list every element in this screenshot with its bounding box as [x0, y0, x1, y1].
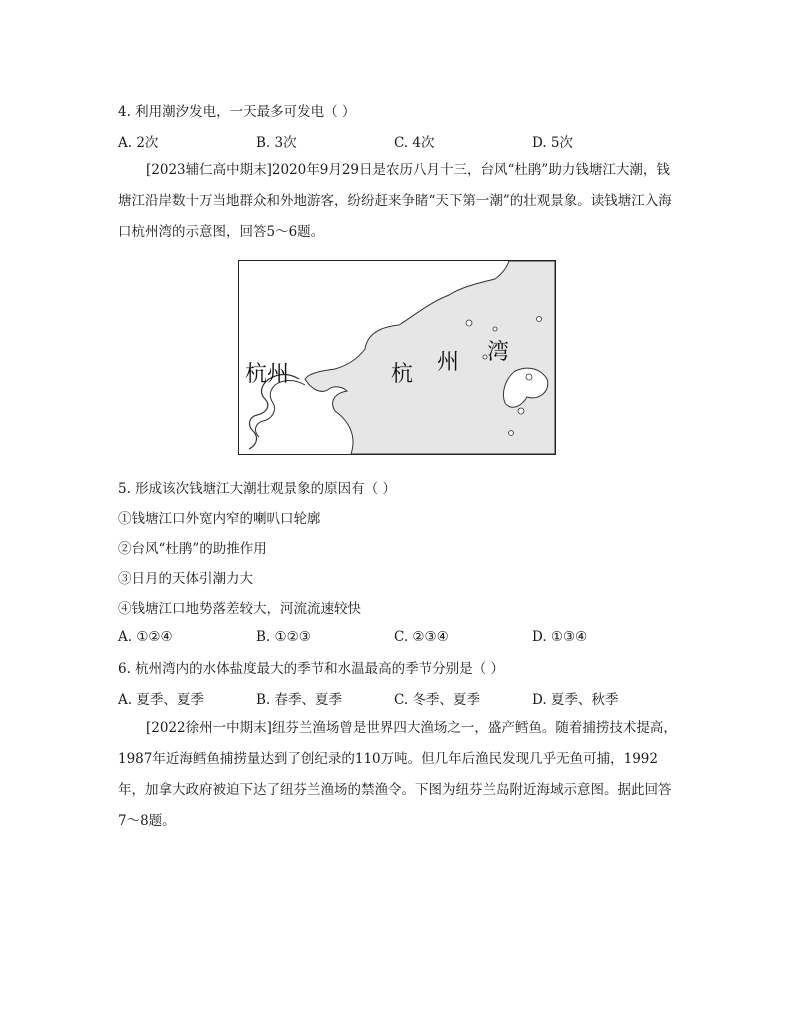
q5-statement-4: ④钱塘江口地势落差较大，河流流速较快	[118, 601, 361, 617]
q4-option-a: A. 2次	[118, 135, 159, 151]
island	[466, 320, 472, 326]
intro-passage-newfoundland: [2022徐州一中期末]纽芬兰渔场曾是世界四大渔场之一，盛产鳕鱼。随着捕捞技术提高，1987年近海鳕鱼捕捞量达到了创纪录的110万吨。但几年后渔民发现几乎无鱼可捕，1992年，加拿大政府被迫下达了纽芬兰渔场的禁渔令。下图为纽芬兰岛附近海域示意图。据此回答7～8题。	[118, 720, 677, 829]
island	[509, 431, 514, 436]
map-label-hangzhou: 杭州	[245, 362, 290, 387]
q4-option-c: C. 4次	[394, 135, 435, 151]
island	[493, 327, 497, 331]
q5-option-c: C. ②③④	[394, 629, 449, 645]
island	[537, 317, 542, 322]
map-label-bay-char-3: 湾	[487, 340, 510, 365]
q6-option-b: B. 春季、夏季	[256, 692, 343, 708]
map-label-bay-char-2: 州	[437, 350, 460, 375]
q4-option-d: D. 5次	[532, 135, 574, 151]
bay-water-area	[305, 261, 555, 454]
map-label-bay-char-1: 杭	[391, 362, 414, 387]
question-4-stem: 4. 利用潮汐发电，一天最多可发电（ ）	[118, 104, 356, 120]
island	[526, 374, 532, 380]
q5-option-b: B. ①②③	[256, 629, 311, 645]
q5-option-a: A. ①②④	[118, 629, 173, 645]
question-6-stem: 6. 杭州湾内的水体盐度最大的季节和水温最高的季节分别是（ ）	[118, 661, 504, 677]
q5-statement-3: ③日月的天体引潮力大	[118, 571, 253, 587]
q5-option-d: D. ①③④	[532, 629, 588, 645]
q5-statement-1: ①钱塘江口外宽内窄的喇叭口轮廓	[118, 511, 321, 527]
q5-statement-2: ②台风“杜鹃”的助推作用	[118, 541, 267, 557]
q6-option-d: D. 夏季、秋季	[532, 692, 619, 708]
qiantang-river-bank	[256, 381, 305, 438]
q4-option-b: B. 3次	[256, 135, 297, 151]
intro-passage-hangzhou-bay: [2023辅仁高中期末]2020年9月29日是农历八月十三，台风“杜鹃”助力钱塘江大潮，钱塘江沿岸数十万当地群众和外地游客，纷纷赶来争睹“天下第一潮”的壮观景象。读钱塘江入海口杭州湾的示意图，回答5～6题。	[118, 162, 672, 240]
q6-option-a: A. 夏季、夏季	[118, 692, 204, 708]
question-5-stem: 5. 形成该次钱塘江大潮壮观景象的原因有（ ）	[118, 481, 396, 497]
q6-option-c: C. 冬季、夏季	[394, 692, 480, 708]
hangzhou-bay-map	[238, 260, 556, 455]
island	[518, 408, 524, 414]
